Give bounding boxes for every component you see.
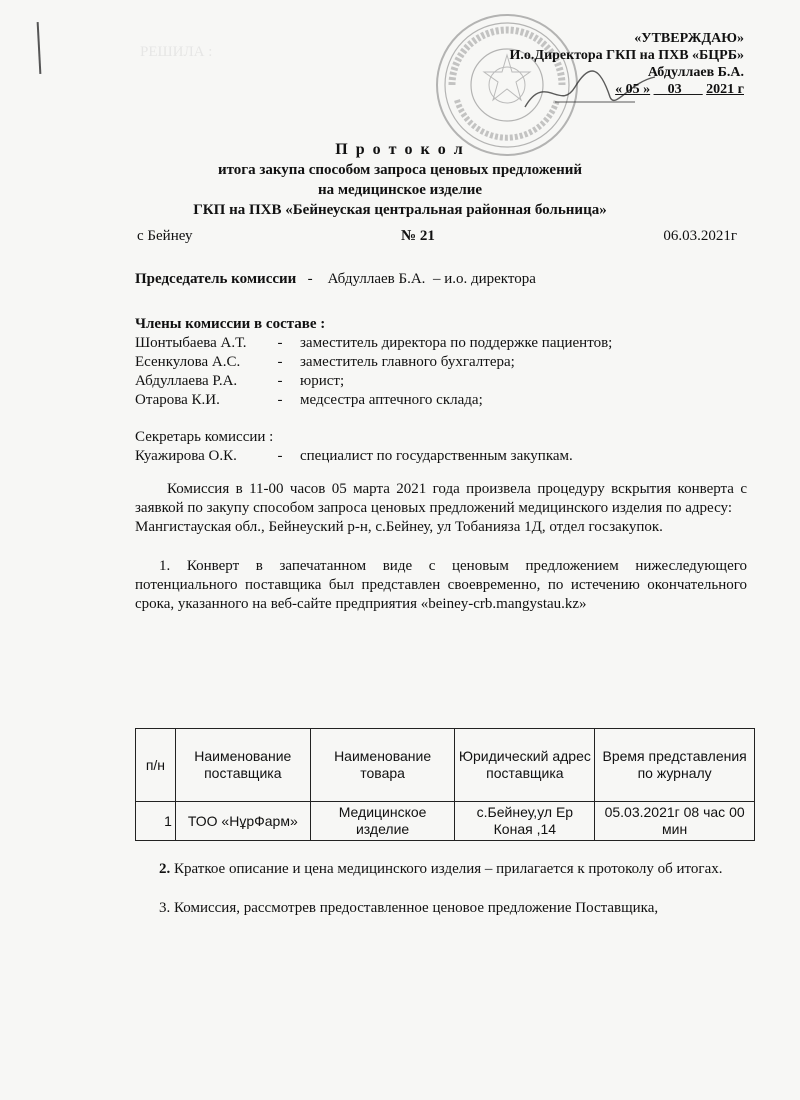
member-dash: - bbox=[277, 373, 283, 389]
point-1 bbox=[135, 557, 747, 614]
table-header-cell: п/н bbox=[136, 729, 176, 802]
table-header-cell: Наименование товара bbox=[310, 729, 455, 802]
member-row bbox=[135, 353, 747, 372]
approval-title: «УТВЕРЖДАЮ» bbox=[634, 31, 744, 46]
table-cell: с.Бейнеу,ул Ер Коная ,14 bbox=[455, 802, 595, 841]
bids-table bbox=[135, 728, 755, 841]
table-header-row bbox=[136, 729, 755, 802]
title-line-2: итога закупа способом запроса ценовых предложений bbox=[217, 162, 583, 178]
margin-mark bbox=[37, 22, 42, 74]
protocol-body bbox=[135, 270, 747, 614]
title-protocol: П р о т о к о л bbox=[335, 141, 465, 158]
secretary-dash: - bbox=[277, 448, 283, 464]
members-title: Члены комиссии в составе : bbox=[135, 316, 326, 332]
member-role: медсестра аптечного склада; bbox=[300, 392, 483, 408]
member-name: Шонтыбаева А.Т. bbox=[135, 335, 247, 351]
point-1-number: 1. bbox=[159, 558, 171, 574]
table-cell: ТОО «НұрФарм» bbox=[175, 802, 310, 841]
point-3-number: 3. bbox=[159, 900, 171, 916]
member-dash: - bbox=[277, 354, 283, 370]
member-row bbox=[135, 334, 747, 353]
secretary-name: Куажирова О.К. bbox=[135, 448, 237, 464]
table-header-cell: Юридический адрес поставщика bbox=[455, 729, 595, 802]
point-1-text: Конверт в запечатанном виде с ценовым предложением нижеследующего потенциального поставщика был представлен своевременно, по истечению окончательного срока, указанного на веб-сайте предприятия «beiney-crb.mangystau.kz» bbox=[135, 558, 748, 612]
approval-date-year: 2021 г bbox=[706, 82, 744, 97]
address-paragraph: Мангистауская обл., Бейнеуский р-н, с.Бейнеу, ул Тобанияза 1Д, отдел госзакупок. bbox=[135, 519, 663, 535]
secretary-title: Секретарь комиссии : bbox=[135, 429, 274, 445]
table-row bbox=[136, 802, 755, 841]
table-header-cell: Время представления по журналу bbox=[595, 729, 755, 802]
approval-position: И.о.Директора ГКП на ПХВ «БЦРБ» bbox=[509, 48, 744, 63]
protocol-footer bbox=[135, 860, 747, 918]
table-cell: 05.03.2021г 08 час 00 мин bbox=[595, 802, 755, 841]
meta-date: 06.03.2021г bbox=[663, 228, 737, 244]
meta-number: № 21 bbox=[401, 228, 435, 244]
point-2 bbox=[135, 860, 747, 879]
secretary-row bbox=[135, 447, 747, 466]
chair-label: Председатель комиссии bbox=[135, 271, 297, 287]
approval-date-month: 03 bbox=[667, 82, 682, 97]
member-row bbox=[135, 391, 747, 410]
table-header-cell: Наименование поставщика bbox=[175, 729, 310, 802]
point-3-text: Комиссия, рассмотрев предоставленное ценовое предложение Поставщика, bbox=[174, 900, 659, 916]
table-cell: Медицинское изделие bbox=[310, 802, 455, 841]
point-2-text: Краткое описание и цена медицинского изделия – прилагается к протоколу об итогах. bbox=[174, 861, 723, 877]
approval-date-day: « 05 » bbox=[615, 82, 651, 97]
member-role: заместитель главного бухгалтера; bbox=[300, 354, 515, 370]
point-3 bbox=[135, 899, 747, 918]
table-cell: 1 bbox=[136, 802, 176, 841]
approval-name: Абдуллаев Б.А. bbox=[647, 65, 744, 80]
chairman-line bbox=[135, 270, 747, 289]
bleed-through-background: РЕШИЛА : bbox=[140, 44, 213, 60]
member-dash: - bbox=[277, 335, 283, 351]
member-row bbox=[135, 372, 747, 391]
approval-block bbox=[510, 30, 744, 98]
title-line-4: ГКП на ПХВ «Бейнеуская центральная районная больница» bbox=[193, 202, 607, 218]
meta-place: с Бейнеу bbox=[137, 228, 193, 244]
intro-paragraph: Комиссия в 11-00 часов 05 марта 2021 года произвела процедуру вскрытия конверта с заявкой по закупу способом запроса ценовых предложений медицинского изделия по адресу: bbox=[135, 481, 747, 516]
title-line-3: на медицинское изделие bbox=[317, 182, 483, 198]
chair-name: Абдуллаев Б.А. bbox=[327, 271, 426, 287]
member-name: Абдуллаева Р.А. bbox=[135, 373, 238, 389]
member-dash: - bbox=[277, 392, 283, 408]
member-name: Отарова К.И. bbox=[135, 392, 220, 408]
approval-date: « 05 » __03___ 2021 г bbox=[615, 82, 744, 97]
document-meta bbox=[137, 228, 737, 248]
secretary-role: специалист по государственным закупкам. bbox=[300, 448, 573, 464]
member-role: юрист; bbox=[300, 373, 345, 389]
chair-dash: - bbox=[307, 271, 313, 287]
point-2-number: 2. bbox=[159, 861, 171, 877]
member-role: заместитель директора по поддержке пациентов; bbox=[300, 335, 613, 351]
member-name: Есенкулова А.С. bbox=[135, 354, 241, 370]
document-title bbox=[0, 140, 800, 220]
chair-role: – и.о. директора bbox=[432, 271, 536, 287]
